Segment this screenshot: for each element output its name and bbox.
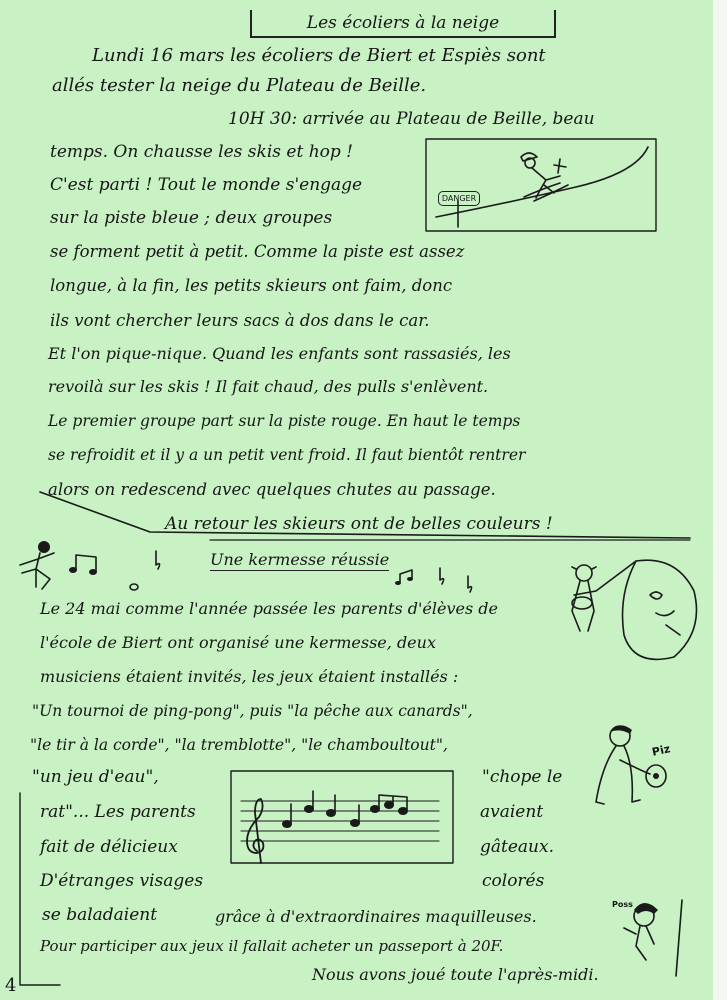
ski-line-15: Au retour les skieurs ont de belles couleurs ! (165, 514, 553, 534)
ski-line-11: revoilà sur les skis ! Il fait chaud, des pulls s'enlèvent. (48, 377, 489, 396)
kermesse-line-4: "Un tournoi de ping-pong", puis "la pêche aux canards", (32, 702, 473, 720)
kermesse-line-3: musiciens étaient invités, les jeux étaient installés : (40, 667, 459, 686)
ski-line-6: sur la piste bleue ; deux groupes (50, 208, 333, 228)
poss-label: Poss (612, 900, 633, 909)
pizza-label: Piz (650, 742, 672, 759)
kermesse-line-10: fait de délicieux (40, 837, 178, 857)
page-number: 4 (5, 975, 17, 996)
danger-sign: DANGER (438, 191, 480, 206)
kermesse-title: Une kermesse réussie (210, 550, 390, 569)
ski-line-3: 10H 30: arrivée au Plateau de Beille, beau (228, 109, 595, 129)
kermesse-line-11: gâteaux. (480, 837, 554, 857)
ski-line-7: se forment petit à petit. Comme la piste est assez (50, 242, 465, 261)
kermesse-line-13: colorés (482, 871, 545, 891)
kermesse-line-17: Nous avons joué toute l'après-midi. (312, 965, 599, 984)
kermesse-line-7: "chope le (482, 767, 563, 787)
ski-line-1: Lundi 16 mars les écoliers de Biert et Espiès sont (92, 45, 546, 66)
kermesse-line-15: grâce à d'extraordinaires maquilleuses. (215, 907, 537, 926)
kermesse-line-5: "le tir à la corde", "la tremblotte", "le chamboultout", (30, 736, 448, 754)
kermesse-line-6: "un jeu d'eau", (32, 767, 159, 787)
ski-article-title: Les écoliers à la neige (250, 10, 556, 38)
kermesse-line-8: rat"... Les parents (40, 802, 196, 822)
ski-line-4: temps. On chausse les skis et hop ! (50, 142, 353, 162)
ski-line-2: allés tester la neige du Plateau de Beille. (52, 75, 427, 96)
kermesse-line-9: avaient (480, 802, 544, 822)
ski-line-9: ils vont chercher leurs sacs à dos dans le car. (50, 311, 430, 330)
ski-line-13: se refroidit et il y a un petit vent froid. Il faut bientôt rentrer (48, 446, 526, 464)
ski-line-14: alors on redescend avec quelques chutes au passage. (48, 480, 496, 499)
kermesse-line-12: D'étranges visages (40, 871, 204, 891)
kermesse-line-2: l'école de Biert ont organisé une kermesse, deux (40, 633, 436, 652)
ski-line-12: Le premier groupe part sur la piste rouge. En haut le temps (48, 412, 521, 430)
ski-line-10: Et l'on pique-nique. Quand les enfants sont rassasiés, les (48, 344, 511, 363)
kermesse-line-1: Le 24 mai comme l'année passée les parents d'élèves de (40, 599, 498, 618)
kermesse-line-16: Pour participer aux jeux il fallait acheter un passeport à 20F. (40, 937, 504, 955)
ski-line-5: C'est parti ! Tout le monde s'engage (50, 175, 363, 195)
ski-line-8: longue, à la fin, les petits skieurs ont faim, donc (50, 276, 453, 295)
kermesse-line-14: se baladaient (42, 905, 158, 925)
